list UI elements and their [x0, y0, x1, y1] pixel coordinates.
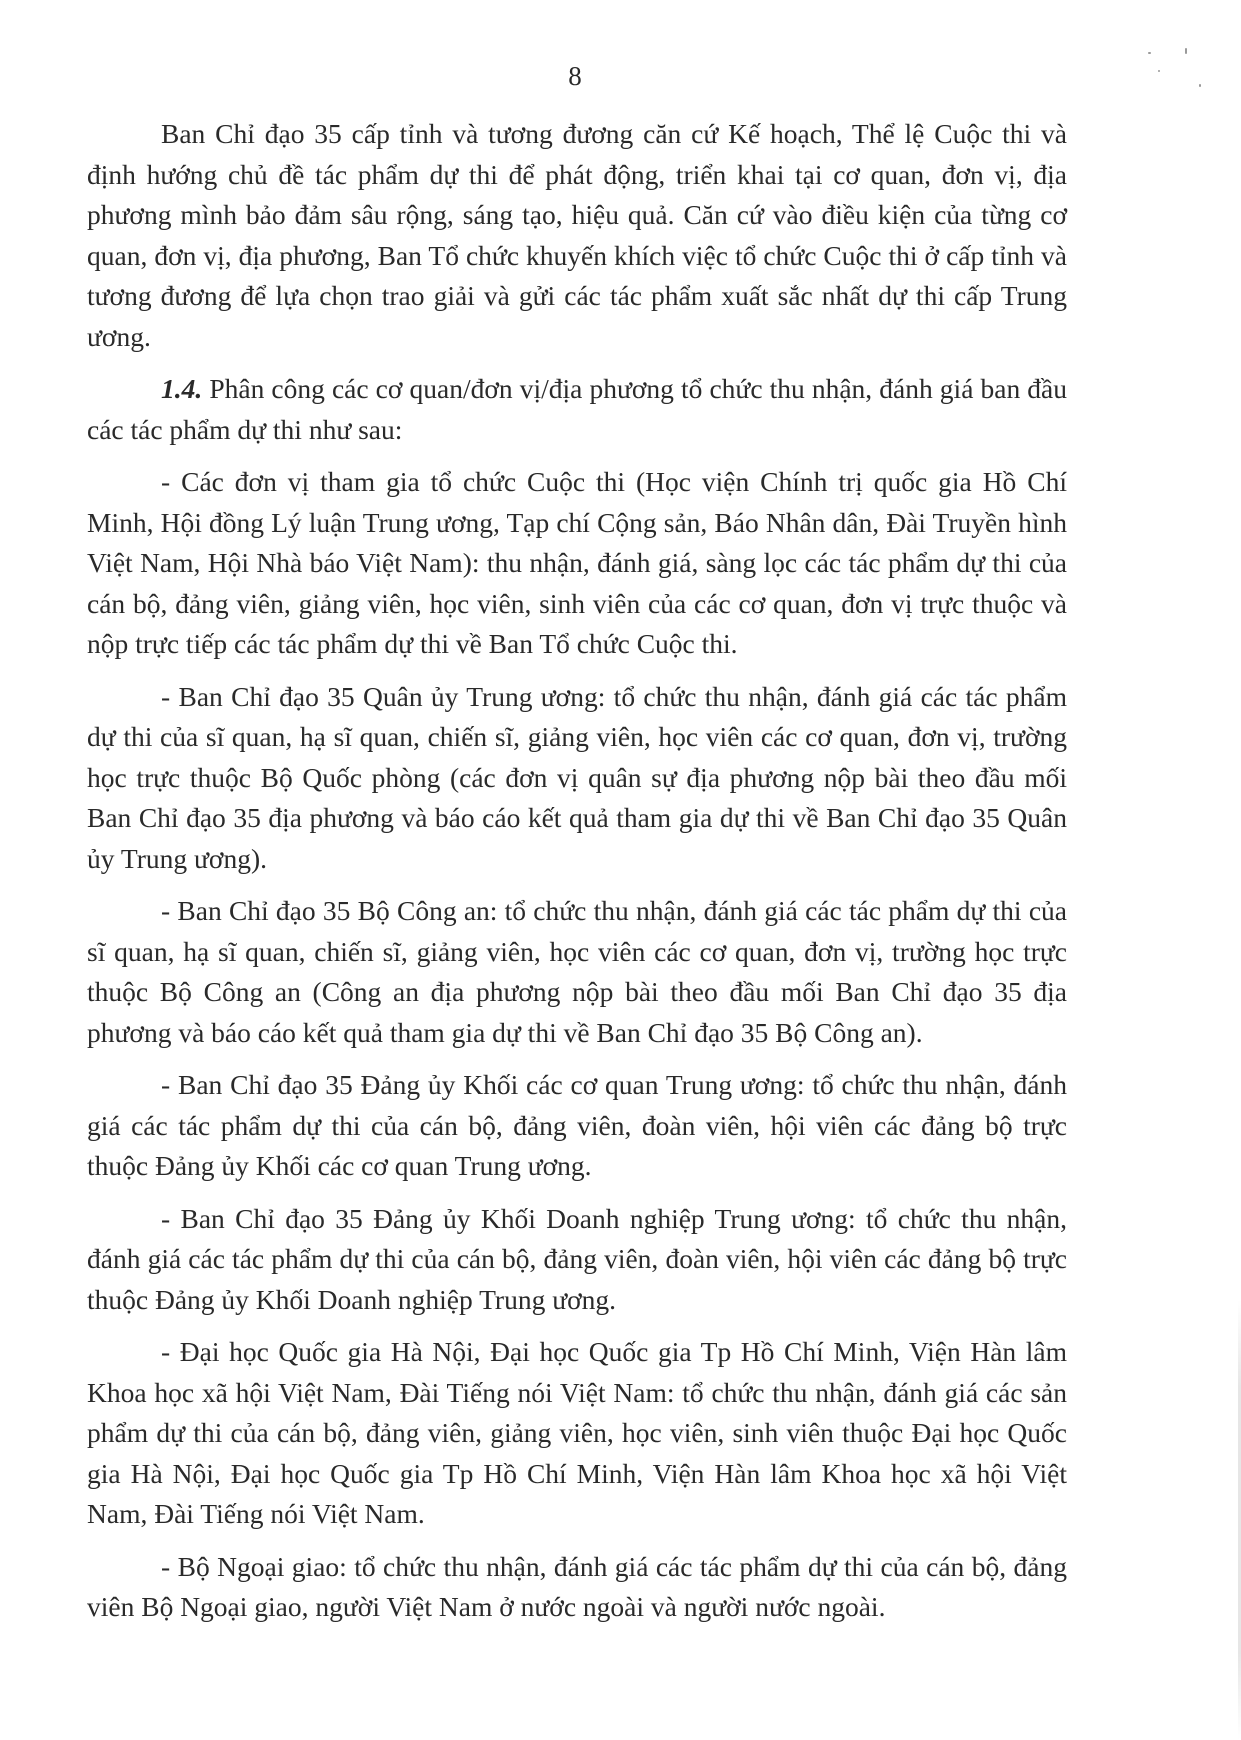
paragraph-text: - Ban Chỉ đạo 35 Đảng ủy Khối các cơ quan Trung ương: tổ chức thu nhận, đánh giá các tác phẩm dự thi của cán bộ, đảng viên, đoàn viên, hội viên các đảng bộ trực thuộc Đảng ủy Khối các cơ quan Trung ương.	[87, 1069, 1067, 1181]
paragraph	[87, 369, 1067, 450]
paragraph-text: - Ban Chỉ đạo 35 Quân ủy Trung ương: tổ chức thu nhận, đánh giá các tác phẩm dự thi của sĩ quan, hạ sĩ quan, chiến sĩ, giảng viên, học viên các cơ quan, đơn vị, trường học trực thuộc Bộ Quốc phòng (các đơn vị quân sự địa phương nộp bài theo đầu mối Ban Chỉ đạo 35 địa phương và báo cáo kết quả tham gia dự thi về Ban Chỉ đạo 35 Quân ủy Trung ương).	[87, 680, 1067, 874]
paragraph-number: 1.4.	[161, 373, 203, 404]
page-number: 8	[568, 61, 582, 91]
scan-speck	[1148, 52, 1151, 54]
paragraph-text: Ban Chỉ đạo 35 cấp tỉnh và tương đương căn cứ Kế hoạch, Thể lệ Cuộc thi và định hướng chủ đề tác phẩm dự thi để phát động, triển khai tại cơ quan, đơn vị, địa phương mình bảo đảm sâu rộng, sáng tạo, hiệu quả. Căn cứ vào điều kiện của từng cơ quan, đơn vị, địa phương, Ban Tổ chức khuyến khích việc tổ chức Cuộc thi ở cấp tỉnh và tương đương để lựa chọn trao giải và gửi các tác phẩm xuất sắc nhất dự thi cấp Trung ương.	[87, 118, 1067, 352]
paragraph-text: Phân công các cơ quan/đơn vị/địa phương tổ chức thu nhận, đánh giá ban đầu các tác phẩm dự thi như sau:	[87, 373, 1067, 445]
document-body	[87, 114, 1067, 1640]
paragraph	[87, 1332, 1067, 1535]
paragraph-text: - Ban Chỉ đạo 35 Đảng ủy Khối Doanh nghiệp Trung ương: tổ chức thu nhận, đánh giá các tác phẩm dự thi của cán bộ, đảng viên, đoàn viên, hội viên các đảng bộ trực thuộc Đảng ủy Khối Doanh nghiệp Trung ương.	[87, 1202, 1067, 1315]
paragraph-text: - Ban Chỉ đạo 35 Bộ Công an: tổ chức thu nhận, đánh giá các tác phẩm dự thi của sĩ quan, hạ sĩ quan, chiến sĩ, giảng viên, học viên các cơ quan, đơn vị, trường học trực thuộc Bộ Công an (Công an địa phương nộp bài theo đầu mối Ban Chỉ đạo 35 địa phương và báo cáo kết quả tham gia dự thi về Ban Chỉ đạo 35 Bộ Công an).	[87, 895, 1067, 1048]
paragraph-text: - Các đơn vị tham gia tổ chức Cuộc thi (Học viện Chính trị quốc gia Hồ Chí Minh, Hội đồng Lý luận Trung ương, Tạp chí Cộng sản, Báo Nhân dân, Đài Truyền hình Việt Nam, Hội Nhà báo Việt Nam): thu nhận, đánh giá, sàng lọc các tác phẩm dự thi của cán bộ, đảng viên, giảng viên, học viên, sinh viên của các cơ quan, đơn vị trực thuộc và nộp trực tiếp các tác phẩm dự thi về Ban Tổ chức Cuộc thi.	[87, 466, 1067, 659]
paragraph	[87, 677, 1067, 880]
paragraph	[87, 462, 1067, 665]
scan-speck	[1158, 70, 1160, 72]
paragraph	[87, 1199, 1067, 1321]
paragraph	[87, 114, 1067, 357]
paragraph-text: - Đại học Quốc gia Hà Nội, Đại học Quốc gia Tp Hồ Chí Minh, Viện Hàn lâm Khoa học xã hội Việt Nam, Đài Tiếng nói Việt Nam: tổ chức thu nhận, đánh giá các sản phẩm dự thi của cán bộ, đảng viên, giảng viên, học viên, sinh viên thuộc Đại học Quốc gia Hà Nội, Đại học Quốc gia Tp Hồ Chí Minh, Viện Hàn lâm Khoa học xã hội Việt Nam, Đài Tiếng nói Việt Nam.	[87, 1336, 1067, 1529]
paragraph	[87, 1547, 1067, 1628]
paragraph-text: - Bộ Ngoại giao: tổ chức thu nhận, đánh giá các tác phẩm dự thi của cán bộ, đảng viên Bộ Ngoại giao, người Việt Nam ở nước ngoài và người nước ngoài.	[87, 1550, 1067, 1622]
scan-speck	[1199, 84, 1201, 87]
paragraph	[87, 891, 1067, 1053]
scan-speck	[1185, 48, 1187, 54]
paragraph	[87, 1065, 1067, 1187]
